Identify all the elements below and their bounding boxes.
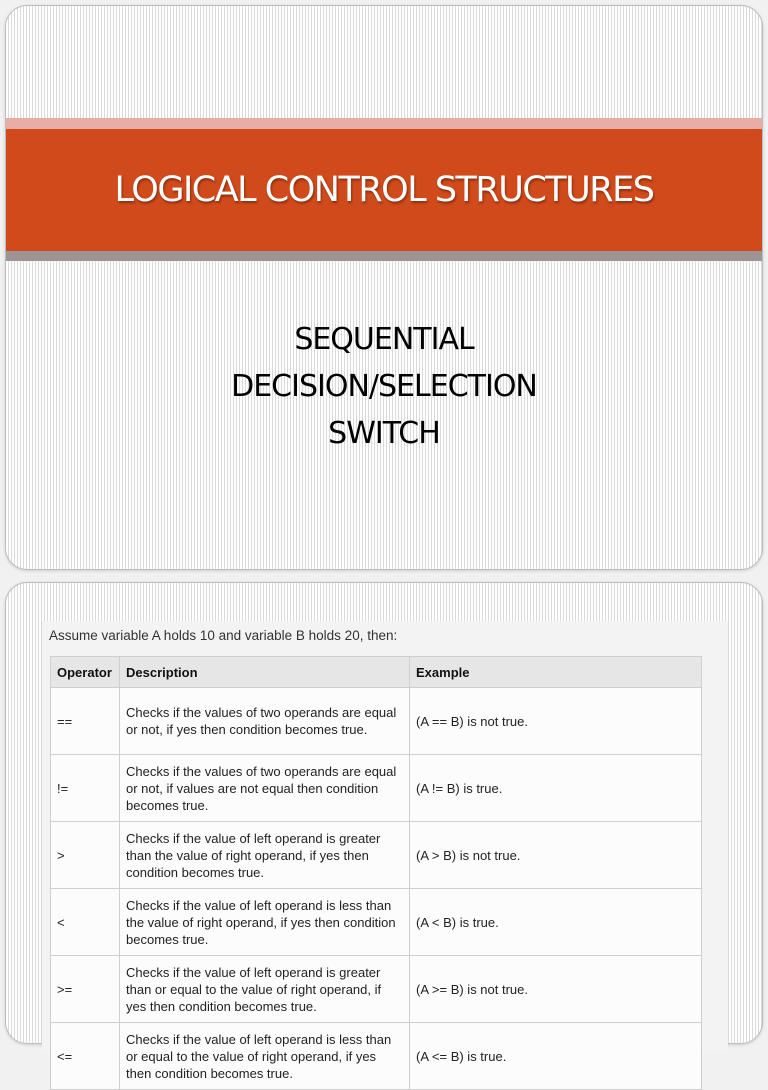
operator-cell: > — [51, 822, 120, 889]
slide-title-text: LOGICAL CONTROL STRUCTURES — [114, 170, 654, 210]
description-cell: Checks if the value of left operand is greater than the value of right operand, if yes then condition becomes true. — [120, 822, 410, 889]
description-cell: Checks if the value of left operand is greater than or equal to the value of right operand, if yes then condition becomes true. — [120, 956, 410, 1023]
operator-cell: != — [51, 755, 120, 822]
accent-line-top — [6, 118, 762, 129]
subtitle — [6, 316, 762, 457]
slide-title — [5, 5, 763, 570]
column-header-description: Description — [120, 657, 410, 688]
example-cell: (A >= B) is not true. — [410, 956, 702, 1023]
operator-table-panel — [42, 621, 728, 1081]
example-cell: (A < B) is true. — [410, 889, 702, 956]
operator-cell: < — [51, 889, 120, 956]
subtitle-line: SEQUENTIAL — [294, 322, 474, 357]
slide-operators — [5, 582, 763, 1081]
accent-line-bottom — [6, 251, 762, 261]
example-cell: (A <= B) is true. — [410, 1023, 702, 1090]
operator-cell: == — [51, 688, 120, 755]
example-cell: (A == B) is not true. — [410, 688, 702, 755]
example-cell: (A > B) is not true. — [410, 822, 702, 889]
table-row — [51, 1023, 702, 1090]
table-header-row — [51, 657, 702, 688]
column-header-example: Example — [410, 657, 702, 688]
operator-table — [50, 656, 702, 1090]
example-cell: (A != B) is true. — [410, 755, 702, 822]
description-cell: Checks if the values of two operands are equal or not, if yes then condition becomes true. — [120, 688, 410, 755]
table-row — [51, 956, 702, 1023]
table-row — [51, 822, 702, 889]
title-band — [6, 129, 762, 251]
table-row — [51, 889, 702, 956]
operator-cell: <= — [51, 1023, 120, 1090]
intro-text: Assume variable A holds 10 and variable B holds 20, then: — [49, 628, 398, 643]
description-cell: Checks if the value of left operand is less than or equal to the value of right operand, if yes then condition becomes true. — [120, 1023, 410, 1090]
subtitle-line: DECISION/SELECTION — [231, 369, 537, 404]
operator-cell: >= — [51, 956, 120, 1023]
description-cell: Checks if the value of left operand is less than the value of right operand, if yes then condition becomes true. — [120, 889, 410, 956]
table-row — [51, 688, 702, 755]
table-row — [51, 755, 702, 822]
column-header-operator: Operator — [51, 657, 120, 688]
subtitle-line: SWITCH — [328, 416, 440, 451]
description-cell: Checks if the values of two operands are equal or not, if values are not equal then condition becomes true. — [120, 755, 410, 822]
